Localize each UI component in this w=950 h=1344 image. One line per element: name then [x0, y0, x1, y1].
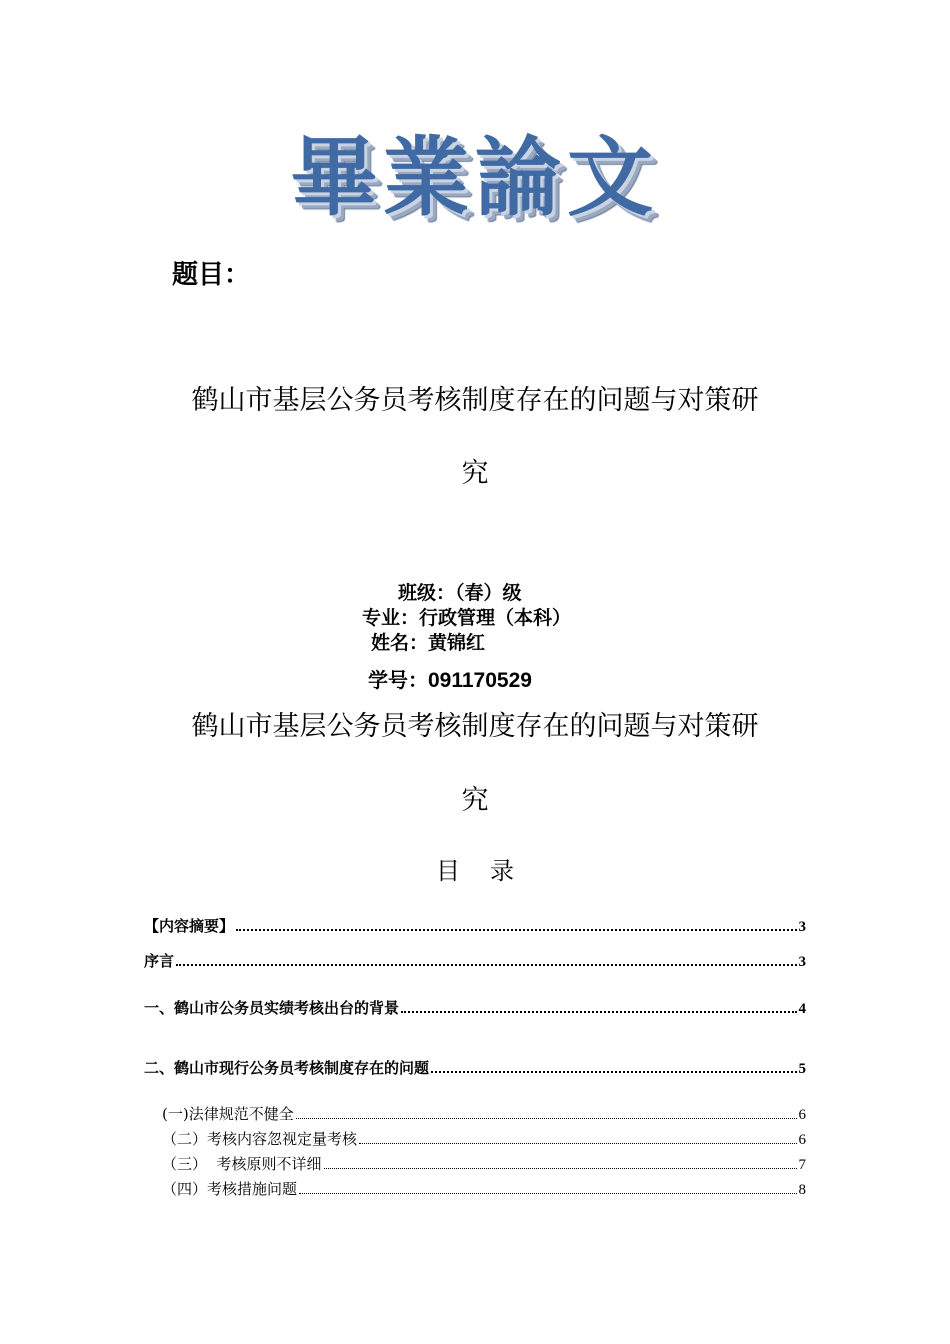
toc-leader	[176, 963, 796, 966]
toc-entry-subsection-3[interactable]	[162, 1153, 806, 1174]
toc-entry-subsection-1[interactable]	[162, 1103, 806, 1124]
title-label: 题目：	[172, 260, 251, 290]
student-name: 姓名：黄锦红	[371, 632, 486, 654]
toc-entry-label: （二）考核内容忽视定量考核	[162, 1130, 358, 1148]
toc-entry-section-1[interactable]	[144, 997, 806, 1018]
toc-entry-abstract[interactable]	[144, 915, 806, 936]
toc-page-number: 6	[798, 1107, 806, 1123]
toc-entry-subsection-4[interactable]	[162, 1178, 806, 1199]
toc-leader	[296, 1117, 797, 1119]
toc-entry-label: 二、鹤山市现行公务员考核制度存在的问题	[144, 1059, 430, 1077]
toc-leader	[324, 1167, 797, 1169]
toc-page-number: 6	[798, 1132, 806, 1148]
toc-leader	[236, 928, 796, 931]
toc-entry-label: (一)法律规范不健全	[162, 1105, 294, 1123]
toc-entry-preface[interactable]	[144, 950, 806, 971]
thesis-title-line1: 鹤山市基层公务员考核制度存在的问题与对策研	[191, 385, 759, 416]
toc-page-number: 7	[798, 1157, 806, 1173]
toc-entry-label: （三） 考核原则不详细	[162, 1155, 322, 1173]
toc-entry-label: 序言	[144, 952, 175, 970]
toc-entry-subsection-2[interactable]	[162, 1128, 806, 1149]
repeat-title-line1: 鹤山市基层公务员考核制度存在的问题与对策研	[191, 711, 759, 742]
thesis-banner: 畢業論文	[291, 127, 659, 228]
toc-page-number: 5	[798, 1061, 806, 1077]
toc-page-number: 4	[798, 1001, 806, 1017]
student-id-label: 学号：	[368, 668, 428, 692]
class-info: 班级：（春）级	[398, 582, 522, 604]
toc-entry-label: 【内容摘要】	[144, 917, 235, 935]
toc-leader	[359, 1142, 796, 1144]
toc-leader	[401, 1010, 796, 1013]
toc-leader	[299, 1192, 796, 1194]
thesis-title-line2: 究	[461, 458, 489, 489]
student-id	[368, 664, 532, 693]
major-info: 专业：行政管理（本科）	[362, 607, 572, 629]
toc-entry-section-2[interactable]	[144, 1057, 806, 1078]
toc-leader	[431, 1070, 796, 1073]
student-id-value: 091170529	[428, 669, 532, 692]
repeat-title-line2: 究	[461, 785, 489, 816]
toc-page-number: 8	[798, 1182, 806, 1198]
toc-page-number: 3	[798, 954, 806, 970]
toc-entry-label: （四）考核措施问题	[162, 1180, 298, 1198]
toc-page-number: 3	[798, 919, 806, 935]
toc-entry-label: 一、鹤山市公务员实绩考核出台的背景	[144, 999, 400, 1017]
toc-heading: 目录	[436, 857, 544, 885]
